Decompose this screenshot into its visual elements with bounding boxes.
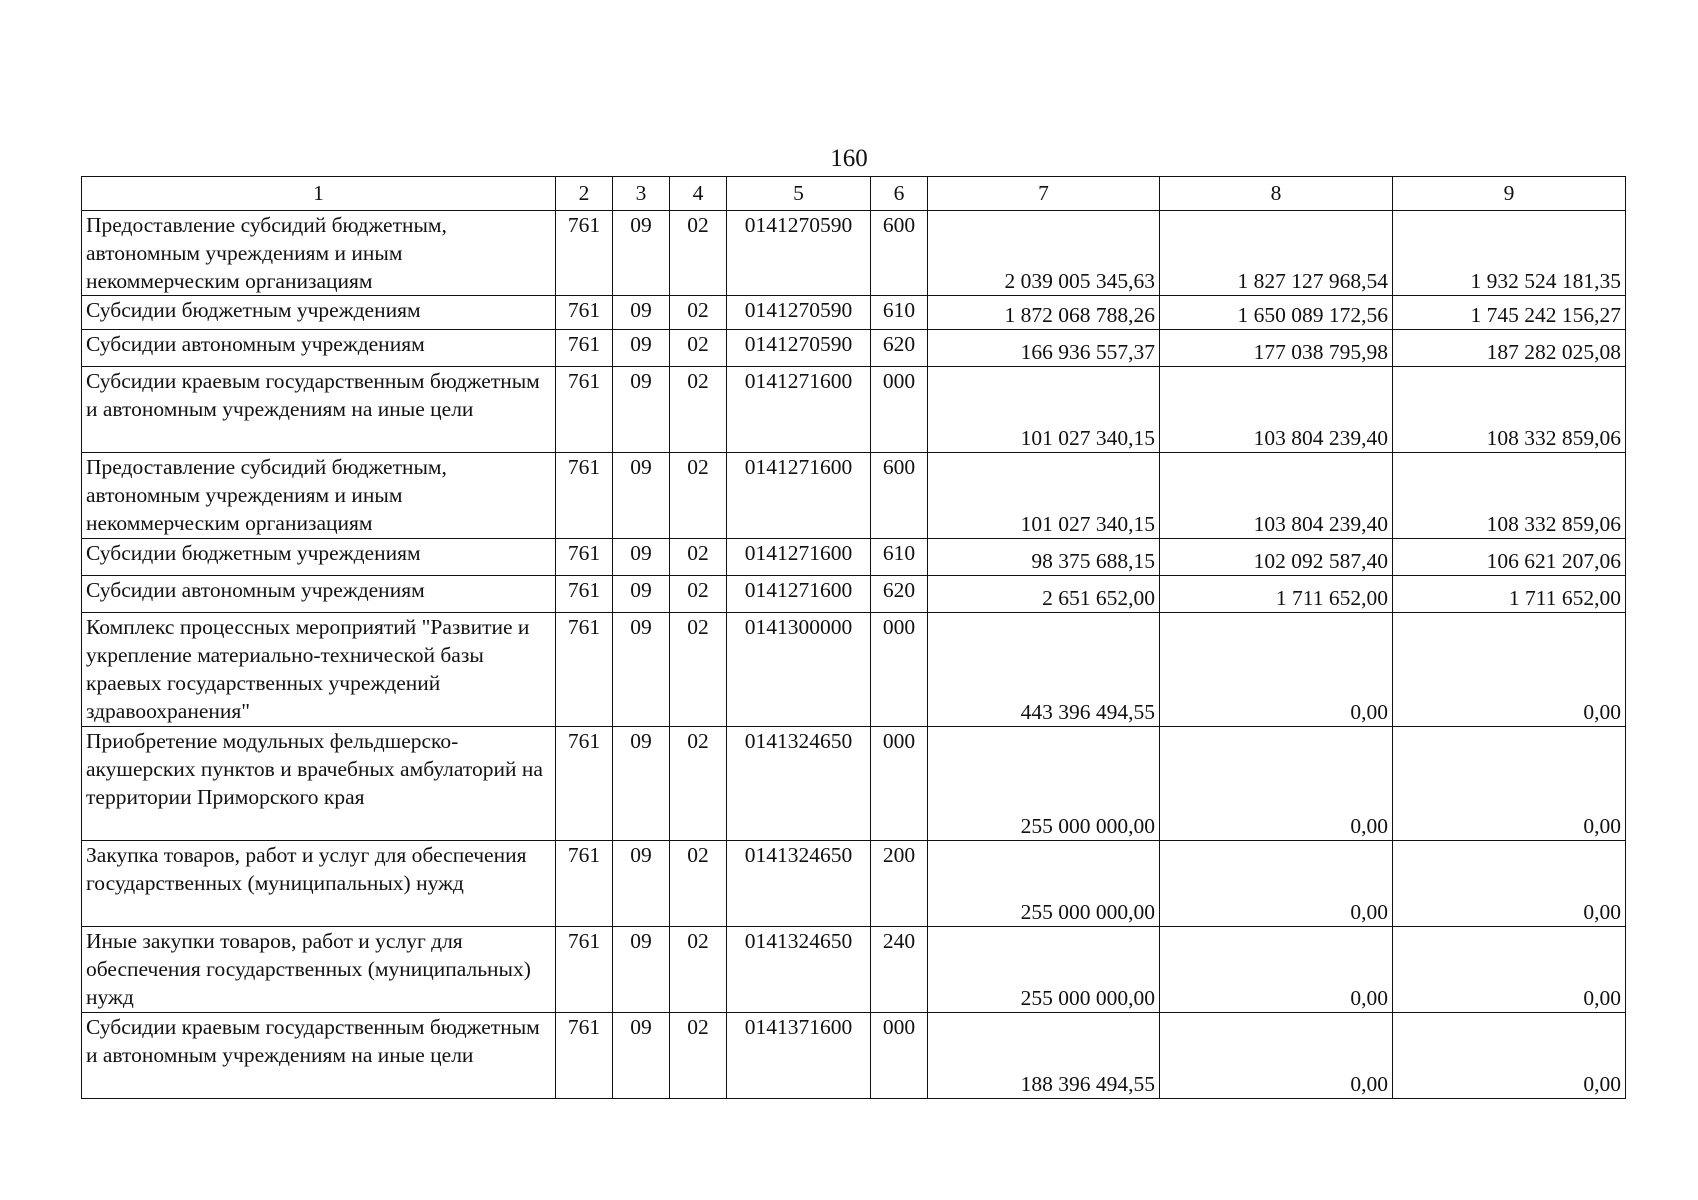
- table-row: [82, 296, 1626, 330]
- cell-c5: 0141270590: [727, 211, 871, 296]
- cell-c3: 09: [613, 367, 670, 453]
- cell-c2: 761: [556, 613, 613, 727]
- row-name: Иные закупки товаров, работ и услуг для обеспечения государственных (муниципальных) нужд: [82, 927, 556, 1013]
- cell-c7: 101 027 340,15: [928, 367, 1160, 453]
- cell-c9: 1 745 242 156,27: [1393, 296, 1626, 330]
- cell-c7: 2 039 005 345,63: [928, 211, 1160, 296]
- cell-c6: 240: [871, 927, 928, 1013]
- cell-c8: 0,00: [1160, 927, 1393, 1013]
- row-name: Субсидии бюджетным учреждениям: [82, 539, 556, 576]
- cell-c8: 103 804 239,40: [1160, 367, 1393, 453]
- cell-c5: 0141270590: [727, 330, 871, 367]
- cell-c9: 1 932 524 181,35: [1393, 211, 1626, 296]
- cell-c7: 101 027 340,15: [928, 453, 1160, 539]
- cell-c5: 0141371600: [727, 1013, 871, 1099]
- cell-c8: 1 711 652,00: [1160, 576, 1393, 613]
- header-col-6: 6: [871, 177, 928, 211]
- cell-c7: 255 000 000,00: [928, 841, 1160, 927]
- cell-c6: 610: [871, 296, 928, 330]
- cell-c4: 02: [670, 1013, 727, 1099]
- cell-c9: 108 332 859,06: [1393, 453, 1626, 539]
- table-header: [82, 177, 1626, 211]
- cell-c7: 2 651 652,00: [928, 576, 1160, 613]
- row-name: Закупка товаров, работ и услуг для обеспечения государственных (муниципальных) нужд: [82, 841, 556, 927]
- header-col-1: 1: [82, 177, 556, 211]
- cell-c5: 0141271600: [727, 576, 871, 613]
- cell-c7: 443 396 494,55: [928, 613, 1160, 727]
- table-row: [82, 1013, 1626, 1099]
- page-number: 160: [830, 145, 868, 172]
- cell-c6: 620: [871, 330, 928, 367]
- cell-c6: 000: [871, 367, 928, 453]
- cell-c8: 177 038 795,98: [1160, 330, 1393, 367]
- table-row: [82, 367, 1626, 453]
- cell-c3: 09: [613, 211, 670, 296]
- row-name: Субсидии бюджетным учреждениям: [82, 296, 556, 330]
- cell-c3: 09: [613, 727, 670, 841]
- cell-c3: 09: [613, 927, 670, 1013]
- row-name: Субсидии краевым государственным бюджетным и автономным учреждениям на иные цели: [82, 1013, 556, 1099]
- cell-c9: 1 711 652,00: [1393, 576, 1626, 613]
- cell-c6: 600: [871, 211, 928, 296]
- table-row: [82, 576, 1626, 613]
- cell-c4: 02: [670, 841, 727, 927]
- cell-c4: 02: [670, 296, 727, 330]
- table-row: [82, 841, 1626, 927]
- cell-c3: 09: [613, 539, 670, 576]
- cell-c5: 0141324650: [727, 927, 871, 1013]
- cell-c5: 0141324650: [727, 727, 871, 841]
- cell-c8: 102 092 587,40: [1160, 539, 1393, 576]
- cell-c7: 166 936 557,37: [928, 330, 1160, 367]
- table-row: [82, 330, 1626, 367]
- cell-c5: 0141270590: [727, 296, 871, 330]
- table-row: [82, 613, 1626, 727]
- table-row: [82, 539, 1626, 576]
- cell-c5: 0141271600: [727, 453, 871, 539]
- cell-c7: 255 000 000,00: [928, 927, 1160, 1013]
- table-row: [82, 727, 1626, 841]
- cell-c5: 0141324650: [727, 841, 871, 927]
- cell-c6: 000: [871, 727, 928, 841]
- cell-c9: 0,00: [1393, 727, 1626, 841]
- cell-c8: 0,00: [1160, 727, 1393, 841]
- cell-c5: 0141300000: [727, 613, 871, 727]
- row-name: Предоставление субсидий бюджетным, автономным учреждениям и иным некоммерческим организациям: [82, 211, 556, 296]
- cell-c6: 620: [871, 576, 928, 613]
- row-name: Комплекс процессных мероприятий "Развитие и укрепление материально-технической базы краевых государственных учреждений здравоохранения": [82, 613, 556, 727]
- cell-c6: 000: [871, 1013, 928, 1099]
- cell-c4: 02: [670, 211, 727, 296]
- cell-c3: 09: [613, 841, 670, 927]
- cell-c2: 761: [556, 330, 613, 367]
- cell-c6: 600: [871, 453, 928, 539]
- cell-c2: 761: [556, 576, 613, 613]
- cell-c7: 188 396 494,55: [928, 1013, 1160, 1099]
- header-col-9: 9: [1393, 177, 1626, 211]
- cell-c8: 103 804 239,40: [1160, 453, 1393, 539]
- cell-c6: 610: [871, 539, 928, 576]
- cell-c7: 98 375 688,15: [928, 539, 1160, 576]
- cell-c2: 761: [556, 727, 613, 841]
- header-col-2: 2: [556, 177, 613, 211]
- cell-c6: 200: [871, 841, 928, 927]
- cell-c9: 0,00: [1393, 841, 1626, 927]
- table-row: [82, 927, 1626, 1013]
- header-col-7: 7: [928, 177, 1160, 211]
- row-name: Субсидии краевым государственным бюджетным и автономным учреждениям на иные цели: [82, 367, 556, 453]
- row-name: Субсидии автономным учреждениям: [82, 576, 556, 613]
- cell-c5: 0141271600: [727, 367, 871, 453]
- cell-c2: 761: [556, 1013, 613, 1099]
- cell-c3: 09: [613, 613, 670, 727]
- cell-c4: 02: [670, 367, 727, 453]
- header-row: [82, 177, 1626, 211]
- table-row: [82, 211, 1626, 296]
- row-name: Субсидии автономным учреждениям: [82, 330, 556, 367]
- cell-c9: 108 332 859,06: [1393, 367, 1626, 453]
- cell-c7: 1 872 068 788,26: [928, 296, 1160, 330]
- cell-c2: 761: [556, 296, 613, 330]
- cell-c8: 1 650 089 172,56: [1160, 296, 1393, 330]
- cell-c4: 02: [670, 727, 727, 841]
- cell-c9: 106 621 207,06: [1393, 539, 1626, 576]
- header-col-5: 5: [727, 177, 871, 211]
- cell-c2: 761: [556, 539, 613, 576]
- cell-c2: 761: [556, 211, 613, 296]
- table-row: [82, 453, 1626, 539]
- cell-c2: 761: [556, 453, 613, 539]
- cell-c4: 02: [670, 453, 727, 539]
- cell-c4: 02: [670, 539, 727, 576]
- cell-c8: 0,00: [1160, 1013, 1393, 1099]
- cell-c9: 187 282 025,08: [1393, 330, 1626, 367]
- cell-c4: 02: [670, 927, 727, 1013]
- cell-c2: 761: [556, 927, 613, 1013]
- budget-table: [81, 176, 1626, 1099]
- cell-c9: 0,00: [1393, 927, 1626, 1013]
- row-name: Приобретение модульных фельдшерско-акушерских пунктов и врачебных амбулаторий на территории Приморского края: [82, 727, 556, 841]
- cell-c8: 0,00: [1160, 613, 1393, 727]
- cell-c3: 09: [613, 453, 670, 539]
- table-body: [82, 211, 1626, 1099]
- cell-c4: 02: [670, 576, 727, 613]
- cell-c8: 0,00: [1160, 841, 1393, 927]
- header-col-8: 8: [1160, 177, 1393, 211]
- cell-c9: 0,00: [1393, 1013, 1626, 1099]
- cell-c3: 09: [613, 330, 670, 367]
- cell-c3: 09: [613, 296, 670, 330]
- cell-c9: 0,00: [1393, 613, 1626, 727]
- cell-c5: 0141271600: [727, 539, 871, 576]
- header-col-4: 4: [670, 177, 727, 211]
- cell-c8: 1 827 127 968,54: [1160, 211, 1393, 296]
- cell-c2: 761: [556, 841, 613, 927]
- cell-c7: 255 000 000,00: [928, 727, 1160, 841]
- cell-c3: 09: [613, 1013, 670, 1099]
- cell-c4: 02: [670, 613, 727, 727]
- cell-c2: 761: [556, 367, 613, 453]
- header-col-3: 3: [613, 177, 670, 211]
- cell-c3: 09: [613, 576, 670, 613]
- cell-c4: 02: [670, 330, 727, 367]
- cell-c6: 000: [871, 613, 928, 727]
- row-name: Предоставление субсидий бюджетным, автономным учреждениям и иным некоммерческим организациям: [82, 453, 556, 539]
